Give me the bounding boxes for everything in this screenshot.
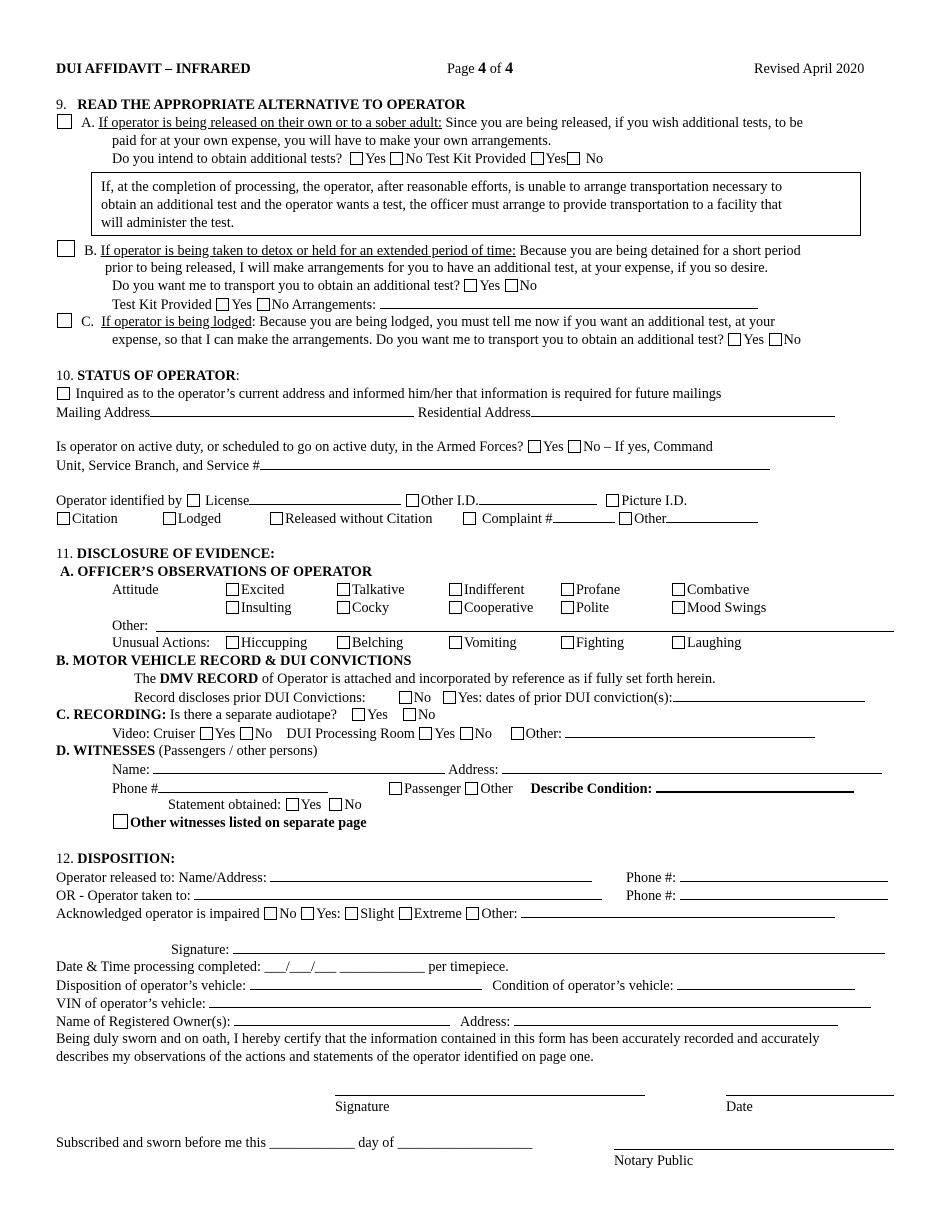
unusual-option: Belching xyxy=(336,634,403,652)
attitude-checkbox[interactable] xyxy=(561,601,574,614)
vin-field[interactable] xyxy=(209,994,871,1008)
mvr-heading: B. MOTOR VEHICLE RECORD & DUI CONVICTIONS xyxy=(56,653,412,669)
option-c-line: C. If operator is being lodged: Because you are being lodged, you must tell me now if you want an additional test, at your xyxy=(56,313,775,331)
notice-line1: If, at the completion of processing, the operator, after reasonable efforts, is unable to arrange transportation necessary to xyxy=(101,179,783,195)
picture-id-checkbox[interactable] xyxy=(606,494,619,507)
inquired-line: Inquired as to the operator’s current address and informed him/her that information is required for future mailings xyxy=(56,385,721,403)
notary-label: Notary Public xyxy=(614,1153,694,1169)
witness-phone-field[interactable] xyxy=(158,779,328,793)
subscribed-line: Subscribed and sworn before me this ____________ day of ___________________ xyxy=(56,1135,533,1151)
option-a-checkbox[interactable] xyxy=(57,114,72,129)
attitude-checkbox[interactable] xyxy=(561,583,574,596)
attitude-option: Mood Swings xyxy=(671,599,766,617)
attitude-option: Combative xyxy=(671,581,749,599)
other-id-checkbox[interactable] xyxy=(406,494,419,507)
audiotape-yes-checkbox[interactable] xyxy=(352,708,365,721)
attitude-option: Profane xyxy=(560,581,620,599)
unusual-option: Hiccupping xyxy=(225,634,307,652)
statement-no-checkbox[interactable] xyxy=(329,798,342,811)
statement-line: Statement obtained: Yes No xyxy=(168,797,362,813)
unusual-actions-label: Unusual Actions: xyxy=(112,635,211,651)
other-witnesses-checkbox[interactable] xyxy=(113,814,128,829)
recording-line: C. RECORDING: Is there a separate audiotape? Yes No xyxy=(56,707,436,723)
witness-phone-line: Phone # Passenger Other Describe Condition: xyxy=(112,778,854,798)
option-b-line2: prior to being released, I will make arrangements for you to have an additional test, at your expense, if you so desire. xyxy=(105,260,769,276)
statement-yes-checkbox[interactable] xyxy=(286,798,299,811)
vehicle-condition-field[interactable] xyxy=(677,976,855,990)
unusual-checkbox[interactable] xyxy=(449,636,462,649)
owner-line: Name of Registered Owner(s): Address: xyxy=(56,1012,838,1031)
attitude-option: Talkative xyxy=(336,581,405,599)
witness-address-field[interactable] xyxy=(502,760,882,774)
attitude-option: Cooperative xyxy=(448,599,533,617)
taken-phone-field[interactable] xyxy=(680,886,888,900)
condition-field[interactable] xyxy=(656,778,854,793)
signature-line: Signature: xyxy=(171,940,885,959)
attitude-checkbox[interactable] xyxy=(672,601,685,614)
released-to-field[interactable] xyxy=(270,868,592,882)
revised-date: Revised April 2020 xyxy=(754,61,865,77)
attitude-option: Polite xyxy=(560,599,609,617)
extreme-checkbox[interactable] xyxy=(399,907,412,920)
prior-no-checkbox[interactable] xyxy=(399,691,412,704)
other-id-field[interactable] xyxy=(479,491,597,505)
a-kit-no-checkbox[interactable] xyxy=(567,152,580,165)
unusual-option: Fighting xyxy=(560,634,624,652)
unusual-option: Laughing xyxy=(671,634,741,652)
other-witnesses-line: Other witnesses listed on separate page xyxy=(112,814,367,832)
complaint-field[interactable] xyxy=(553,509,615,523)
other-outcome-field[interactable] xyxy=(666,509,758,523)
lodged-checkbox[interactable] xyxy=(163,512,176,525)
impaired-yes-checkbox[interactable] xyxy=(301,907,314,920)
a-no-checkbox[interactable] xyxy=(390,152,403,165)
cruiser-no-checkbox[interactable] xyxy=(240,727,253,740)
option-a-line: A. If operator is being released on their own or to a sober adult: Since you are being released, if you wish additional tests, to be xyxy=(56,114,803,132)
outcome-line: Citation Lodged Released without Citation Complaint # Other xyxy=(56,509,758,528)
other-outcome-checkbox[interactable] xyxy=(619,512,632,525)
address-line: Mailing Address Residential Address xyxy=(56,403,835,422)
attitude-option: Excited xyxy=(225,581,284,599)
citation-checkbox[interactable] xyxy=(57,512,70,525)
active-duty-question: Is operator on active duty, or scheduled to go on active duty, in the Armed Forces? Yes No – If yes, Command xyxy=(56,439,713,455)
unusual-checkbox[interactable] xyxy=(672,636,685,649)
other-witness-type-checkbox[interactable] xyxy=(465,782,478,795)
section-9-heading: 9. READ THE APPROPRIATE ALTERNATIVE TO OPERATOR xyxy=(56,97,466,113)
impaired-line: Acknowledged operator is impaired No Yes: Slight Extreme Other: xyxy=(56,904,835,923)
section-11-heading: 11. DISCLOSURE OF EVIDENCE: xyxy=(56,546,275,562)
impaired-other-field[interactable] xyxy=(521,904,835,918)
released-phone-field[interactable] xyxy=(680,868,888,882)
witness-name-field[interactable] xyxy=(153,760,445,774)
b-no-checkbox[interactable] xyxy=(505,279,518,292)
oath-line1: Being duly sworn and on oath, I hereby certify that the information contained in this form has been accurately recorded and accurately xyxy=(56,1031,820,1047)
attitude-option: Indifferent xyxy=(448,581,524,599)
video-line: Video: Cruiser Yes No DUI Processing Room Yes No Other: xyxy=(112,724,815,743)
released-phone-line: Phone #: xyxy=(626,868,888,887)
a-yes-checkbox[interactable] xyxy=(350,152,363,165)
attitude-option: Cocky xyxy=(336,599,389,617)
attitude-checkbox[interactable] xyxy=(337,583,350,596)
officer-signature-field[interactable] xyxy=(335,1095,645,1096)
owner-field[interactable] xyxy=(234,1012,450,1026)
page-indicator: Page 4 of 4 xyxy=(447,60,514,77)
owner-address-field[interactable] xyxy=(514,1012,838,1026)
identification-line: Operator identified by License Other I.D. Picture I.D. xyxy=(56,493,688,509)
duty-yes-checkbox[interactable] xyxy=(528,440,541,453)
witness-name-line: Name: Address: xyxy=(112,760,882,779)
notice-line3: will administer the test. xyxy=(101,215,235,231)
attitude-checkbox[interactable] xyxy=(672,583,685,596)
other-attitude-field[interactable] xyxy=(156,631,894,632)
unusual-option: Vomiting xyxy=(448,634,517,652)
notary-signature-field[interactable] xyxy=(614,1149,894,1150)
dmv-record-line: The DMV RECORD of Operator is attached and incorporated by reference as if fully set forth herein. xyxy=(134,671,716,687)
option-c-checkbox[interactable] xyxy=(57,313,72,328)
option-b-question: Do you want me to transport you to obtain an additional test? Yes No xyxy=(112,278,538,294)
prior-convictions-line: Record discloses prior DUI Convictions: No Yes: dates of prior DUI conviction(s): xyxy=(134,688,865,707)
impaired-no-checkbox[interactable] xyxy=(264,907,277,920)
b-yes-checkbox[interactable] xyxy=(464,279,477,292)
prior-dates-field[interactable] xyxy=(673,688,865,702)
c-no-checkbox[interactable] xyxy=(769,333,782,346)
option-b-checkbox[interactable] xyxy=(57,240,75,257)
section-10-heading: 10. STATUS OF OPERATOR: xyxy=(56,368,240,384)
officer-date-field[interactable] xyxy=(726,1095,894,1096)
license-checkbox[interactable] xyxy=(187,494,200,507)
unusual-checkbox[interactable] xyxy=(337,636,350,649)
mailing-address-field[interactable] xyxy=(150,403,414,417)
signature-label: Signature xyxy=(335,1099,390,1115)
other-attitude-label: Other: xyxy=(112,618,149,634)
form-title: DUI AFFIDAVIT – INFRARED xyxy=(56,61,251,77)
complaint-checkbox[interactable] xyxy=(463,512,476,525)
released-checkbox[interactable] xyxy=(270,512,283,525)
attitude-checkbox[interactable] xyxy=(226,601,239,614)
b-kit-yes-checkbox[interactable] xyxy=(216,298,229,311)
cruiser-yes-checkbox[interactable] xyxy=(200,727,213,740)
active-duty-line2: Unit, Service Branch, and Service # xyxy=(56,456,770,475)
residential-address-field[interactable] xyxy=(531,403,835,417)
option-a-line2: paid for at your own expense, you will have to make your own arrangements. xyxy=(112,133,552,149)
processing-completed-line: Date & Time processing completed: ___/___/___ ____________ per timepiece. xyxy=(56,959,509,975)
vehicle-disposition-field[interactable] xyxy=(250,976,482,990)
notice-line2: obtain an additional test and the operator wants a test, the officer must arrange to provide transportation to a facility that xyxy=(101,197,782,213)
section-12-heading: 12. DISPOSITION: xyxy=(56,851,176,867)
room-yes-checkbox[interactable] xyxy=(419,727,432,740)
option-b-line: B. If operator is being taken to detox or held for an extended period of time: Because you are being detained for a short period xyxy=(56,240,801,260)
oath-line2: describes my observations of the actions and statements of the operator identified on page one. xyxy=(56,1049,594,1065)
impaired-other-checkbox[interactable] xyxy=(466,907,479,920)
prior-yes-checkbox[interactable] xyxy=(443,691,456,704)
slight-checkbox[interactable] xyxy=(345,907,358,920)
observations-heading: A. OFFICER’S OBSERVATIONS OF OPERATOR xyxy=(60,564,373,580)
attitude-checkbox[interactable] xyxy=(449,583,462,596)
taken-to-line: OR - Operator taken to: xyxy=(56,886,602,905)
video-other-checkbox[interactable] xyxy=(511,727,524,740)
license-field[interactable] xyxy=(249,491,401,505)
service-number-field[interactable] xyxy=(260,456,770,470)
arrangements-field[interactable] xyxy=(380,295,758,309)
attitude-checkbox[interactable] xyxy=(337,601,350,614)
room-no-checkbox[interactable] xyxy=(460,727,473,740)
inquired-checkbox[interactable] xyxy=(57,387,70,400)
taken-to-field[interactable] xyxy=(194,886,602,900)
duty-no-checkbox[interactable] xyxy=(568,440,581,453)
a-kit-yes-checkbox[interactable] xyxy=(531,152,544,165)
unusual-checkbox[interactable] xyxy=(226,636,239,649)
audiotape-no-checkbox[interactable] xyxy=(403,708,416,721)
option-a-question: Do you intend to obtain additional tests? Yes No Test Kit Provided Yes No xyxy=(112,151,604,167)
witnesses-heading: D. WITNESSES (Passengers / other persons) xyxy=(56,743,318,759)
signature-field[interactable] xyxy=(233,940,885,954)
option-c-line2: expense, so that I can make the arrangements. Do you want me to transport you to obtain an additional test? Yes No xyxy=(112,332,801,348)
video-other-field[interactable] xyxy=(565,724,815,738)
vin-line: VIN of operator’s vehicle: xyxy=(56,994,871,1013)
c-yes-checkbox[interactable] xyxy=(728,333,741,346)
vehicle-disposition-line: Disposition of operator’s vehicle: Condition of operator’s vehicle: xyxy=(56,976,855,995)
attitude-checkbox[interactable] xyxy=(449,601,462,614)
attitude-option: Insulting xyxy=(225,599,291,617)
b-kit-no-checkbox[interactable] xyxy=(257,298,270,311)
attitude-label: Attitude xyxy=(112,582,159,598)
taken-phone-line: Phone #: xyxy=(626,886,888,905)
attitude-checkbox[interactable] xyxy=(226,583,239,596)
option-b-kit: Test Kit Provided Yes No Arrangements: xyxy=(112,295,758,314)
released-to-line: Operator released to: Name/Address: xyxy=(56,868,592,887)
passenger-checkbox[interactable] xyxy=(389,782,402,795)
date-label: Date xyxy=(726,1099,753,1115)
unusual-checkbox[interactable] xyxy=(561,636,574,649)
